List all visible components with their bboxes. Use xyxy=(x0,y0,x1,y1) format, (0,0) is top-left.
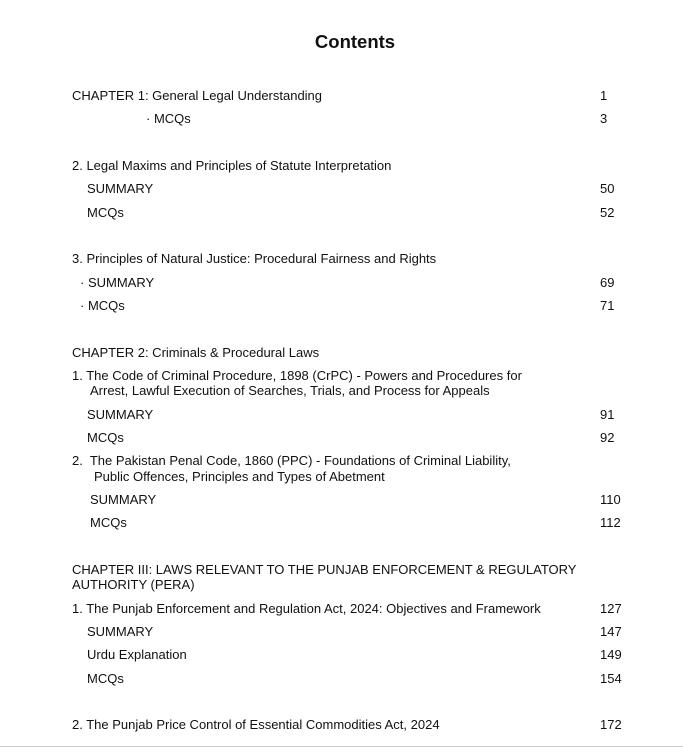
entry-page: 127 xyxy=(600,601,622,616)
entry-page: 52 xyxy=(600,205,615,220)
entry-text: MCQs xyxy=(87,430,124,445)
entry-page: 71 xyxy=(600,298,615,313)
entry-text: · MCQs xyxy=(80,298,125,313)
entry-text: 2. The Punjab Price Control of Essential Commodities Act, 2024 xyxy=(72,717,440,732)
entry-page: 50 xyxy=(600,181,615,196)
entry-text: 3. Principles of Natural Justice: Procedural Fairness and Rights xyxy=(72,251,437,266)
entry-page: 92 xyxy=(600,430,615,445)
entry-text: MCQs xyxy=(87,205,124,220)
entry-text: Arrest, Lawful Execution of Searches, Trials, and Process for Appeals xyxy=(90,383,490,398)
page-bottom-divider xyxy=(0,746,683,747)
entry-text: SUMMARY xyxy=(87,407,154,422)
entry-page: 91 xyxy=(600,407,615,422)
entry-text: CHAPTER 2: Criminals & Procedural Laws xyxy=(72,345,320,360)
contents-title: Contents xyxy=(314,31,396,52)
entry-page: 147 xyxy=(600,624,622,639)
entry-page: 1 xyxy=(600,88,608,103)
entry-text: SUMMARY xyxy=(87,624,154,639)
entry-page: 149 xyxy=(600,647,622,662)
entry-text: MCQs xyxy=(87,671,124,686)
entry-text: CHAPTER III: LAWS RELEVANT TO THE PUNJAB ENFORCEMENT & REGULATORY xyxy=(72,562,577,577)
entry-page: 154 xyxy=(600,671,622,686)
entry-text: SUMMARY xyxy=(87,181,154,196)
entry-text: CHAPTER 1: General Legal Understanding xyxy=(72,88,323,103)
entry-text: 2. The Pakistan Penal Code, 1860 (PPC) - Foundations of Criminal Liability, xyxy=(72,453,511,468)
entry-text: AUTHORITY (PERA) xyxy=(72,577,195,592)
entry-text: 1. The Punjab Enforcement and Regulation Act, 2024: Objectives and Framework xyxy=(72,601,541,616)
entry-text: Public Offences, Principles and Types of Abetment xyxy=(94,469,385,484)
entry-text: 1. The Code of Criminal Procedure, 1898 (CrPC) - Powers and Procedures for xyxy=(72,368,522,383)
entry-page: 172 xyxy=(600,717,622,732)
entry-text: · MCQs xyxy=(146,111,191,126)
entry-page: 112 xyxy=(600,515,621,530)
entry-text: · SUMMARY xyxy=(80,275,155,290)
entry-text: SUMMARY xyxy=(90,492,157,507)
entry-text: MCQs xyxy=(90,515,127,530)
entry-page: 69 xyxy=(600,275,615,290)
entry-text: Urdu Explanation xyxy=(87,647,187,662)
entry-page: 110 xyxy=(600,492,621,507)
entry-page: 3 xyxy=(600,111,608,126)
entry-text: 2. Legal Maxims and Principles of Statute Interpretation xyxy=(72,158,392,173)
